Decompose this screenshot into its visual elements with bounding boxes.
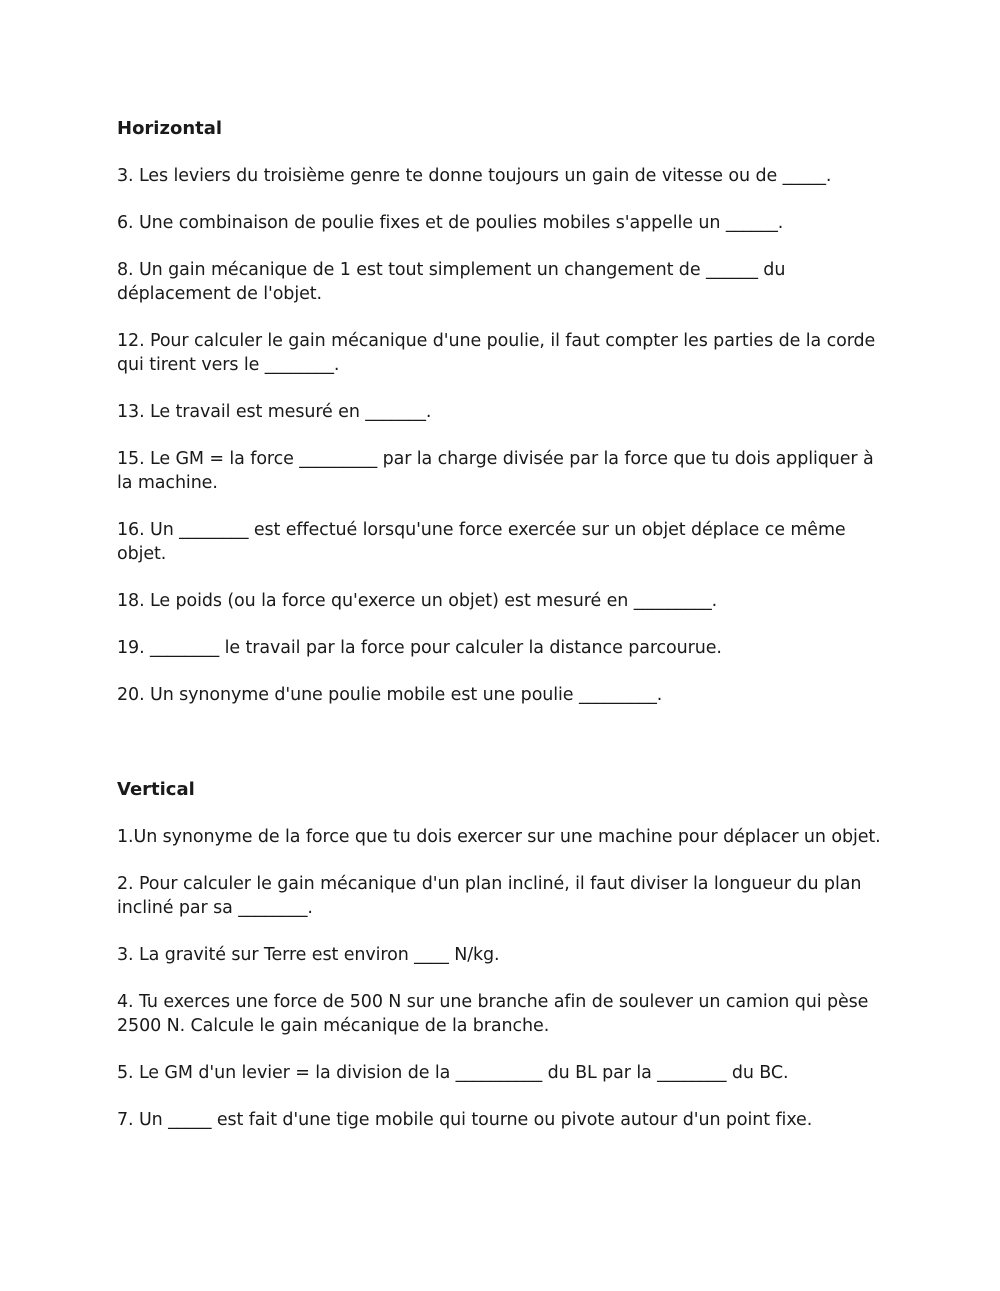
vertical-clue-1: 1.Un synonyme de la force que tu dois exercer sur une machine pour déplacer un objet. (117, 827, 881, 847)
horizontal-clue-16: 16. Un ________ est effectué lorsqu'une force exercée sur un objet déplace ce même objet. (117, 520, 846, 564)
vertical-clue-3: 3. La gravité sur Terre est environ ____ N/kg. (117, 945, 500, 965)
horizontal-clue-15: 15. Le GM = la force _________ par la charge divisée par la force que tu dois appliquer à la machine. (117, 449, 874, 493)
horizontal-clue-19: 19. ________ le travail par la force pour calculer la distance parcourue. (117, 638, 722, 658)
vertical-clue-2: 2. Pour calculer le gain mécanique d'un plan incliné, il faut diviser la longueur du plan incliné par sa ________. (117, 874, 862, 918)
vertical-clue-5: 5. Le GM d'un levier = la division de la __________ du BL par la ________ du BC. (117, 1063, 789, 1083)
horizontal-clue-8: 8. Un gain mécanique de 1 est tout simplement un changement de ______ du déplacement de l'objet. (117, 260, 786, 304)
horizontal-clue-13: 13. Le travail est mesuré en _______. (117, 402, 432, 422)
horizontal-clue-12: 12. Pour calculer le gain mécanique d'une poulie, il faut compter les parties de la corde qui tirent vers le ________. (117, 331, 876, 375)
horizontal-heading: Horizontal (117, 118, 223, 139)
horizontal-clue-18: 18. Le poids (ou la force qu'exerce un objet) est mesuré en _________. (117, 591, 718, 611)
vertical-clue-4: 4. Tu exerces une force de 500 N sur une branche afin de soulever un camion qui pèse 2500 N. Calcule le gain mécanique de la branche. (117, 992, 869, 1036)
vertical-clue-7: 7. Un _____ est fait d'une tige mobile qui tourne ou pivote autour d'un point fixe. (117, 1110, 813, 1130)
horizontal-clue-20: 20. Un synonyme d'une poulie mobile est une poulie _________. (117, 685, 663, 705)
vertical-heading: Vertical (117, 779, 195, 800)
horizontal-clue-6: 6. Une combinaison de poulie fixes et de poulies mobiles s'appelle un ______. (117, 213, 784, 233)
horizontal-clue-3: 3. Les leviers du troisième genre te donne toujours un gain de vitesse ou de _____. (117, 166, 832, 186)
